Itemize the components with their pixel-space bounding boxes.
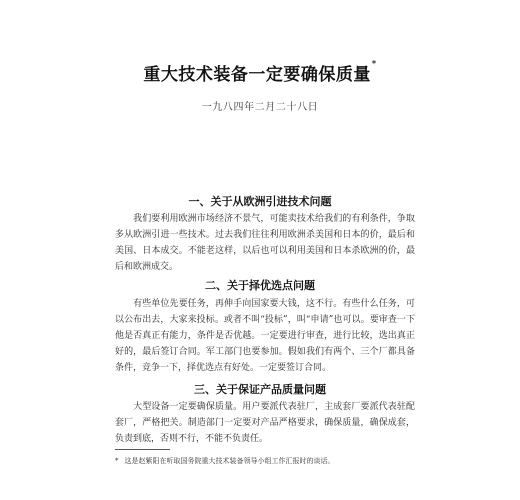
footnote-text: 这是赵紫阳在听取国务院重大技术装备领导小组工作汇报时的谈话。 [124,457,335,465]
section-heading-2: 二、关于择优选点问题 [205,279,315,292]
paragraph-text: 大型设备一定要确保质量。用户要派代表驻厂，主成套厂要派代表驻配套厂，严格把关。制造部门一定要对产品严格要求，确保质量，确保成套，负责到底，否则不行，不能不负责任。 [115,402,415,444]
document-date: 一九八四年二月二十八日 [201,102,319,113]
title-footnote-mark: * [371,58,377,68]
paragraph-text: 有些单位先要任务，再伸手向国家要大钱，这不行。有些什么任务，可以公布出去，大家来投标。或者不叫“投标”，叫“申请”也可以。要审查一下他是否真正有能力，条件是否优越。一定要进行审查，进行比较，选出真正好的，最后签订合同。军工部门也要参加。假如我们有两个、三个厂都具备条件，竞争一下，择优选点有好处。一定要签订合同。 [115,299,415,373]
title-text: 重大技术装备一定要确保质量 [143,65,371,85]
footnote-divider [115,449,170,450]
footnote [115,456,425,467]
section-heading-1: 一、关于从欧洲引进技术问题 [188,195,332,208]
section-paragraph-3 [115,399,415,447]
section-paragraph-2 [115,296,415,376]
footnote-mark: * [115,457,119,465]
section-paragraph-1 [115,211,415,275]
paragraph-text: 我们要利用欧洲市场经济不景气，可能卖技术给我们的有利条件，争取多从欧洲引进一些技术。过去我们往往利用欧洲杀美国和日本的价，最后和美国、日本成交。不能老这样，以后也可以利用美国和日本杀欧洲的价，最后和欧洲成交。 [115,214,415,272]
section-heading-3: 三、关于保证产品质量问题 [194,383,326,396]
document-title [0,60,520,85]
